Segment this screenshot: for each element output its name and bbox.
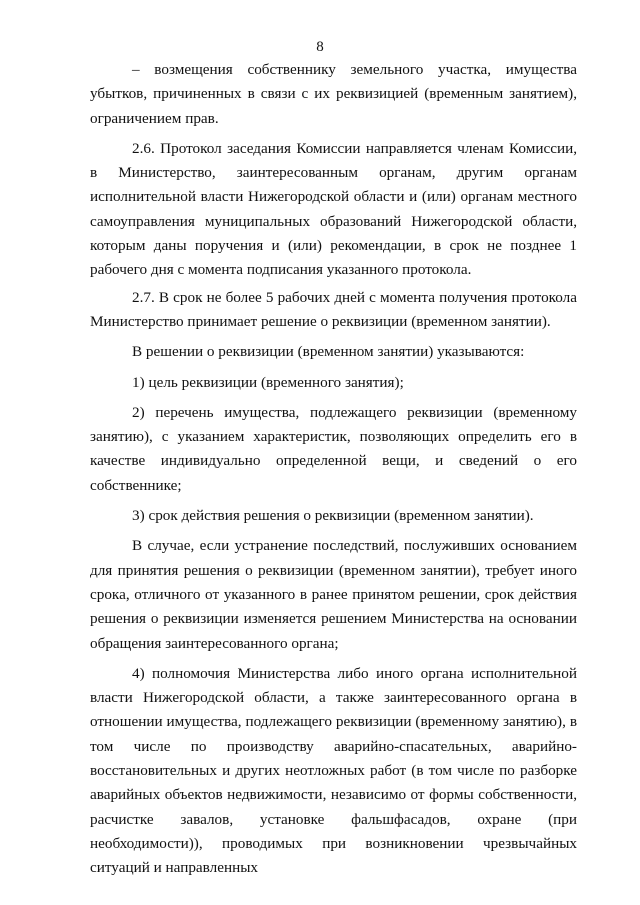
paragraph-term-change: В случае, если устранение последствий, послуживших основанием для принятия решения о реквизиции (временном занятии), требует иного срока, отличного от указанного в ранее принятом решении, срок действия решения о реквизиции изменяется решением Министерства на основании обращения заинтересованного органа; — [90, 537, 577, 652]
paragraph-decision-intro: В решении о реквизиции (временном занятии) указываются: — [132, 343, 525, 361]
paragraph-compensation: – возмещения собственнику земельного участка, имущества убытков, причиненных в связи с их реквизицией (временным занятием), ограничением прав. — [90, 61, 577, 127]
paragraph-item-2: 2) перечень имущества, подлежащего реквизиции (временному занятию), с указанием характеристик, позволяющих определить его в качестве индивидуально определенной вещи, и сведений о его собственнике; — [90, 403, 577, 494]
page-number: 8 — [316, 39, 324, 55]
paragraph-2-6: 2.6. Протокол заседания Комиссии направляется членам Комиссии, в Министерство, заинтересованным органам, другим органам исполнительной власти Нижегородской области и (или) органам местного самоуправления муниципальных образований Нижегородской области, которым даны поручения и (или) рекомендации, в срок не позднее 1 рабочего дня с момента подписания указанного протокола. — [90, 139, 577, 279]
paragraph-item-4: 4) полномочия Министерства либо иного органа исполнительной власти Нижегородской области, а также заинтересованного органа в отношении имущества, подлежащего реквизиции (временному занятию), в том числе по производству аварийно-спасательных, аварийно-восстановительных и других неотложных работ (в том числе по разборке аварийных объектов недвижимости, независимо от формы собственности, расчистке завалов, установке фальшфасадов, охране (при необходимости)), проводимых при возникновении чрезвычайных ситуаций и направленных — [90, 664, 577, 877]
document-body — [90, 58, 577, 881]
paragraph-item-3: 3) срок действия решения о реквизиции (временном занятии). — [132, 507, 534, 525]
paragraph-2-7: 2.7. В срок не более 5 рабочих дней с момента получения протокола Министерство принимает решение о реквизиции (временном занятии). — [90, 288, 577, 330]
paragraph-item-1: 1) цель реквизиции (временного занятия); — [132, 373, 404, 391]
